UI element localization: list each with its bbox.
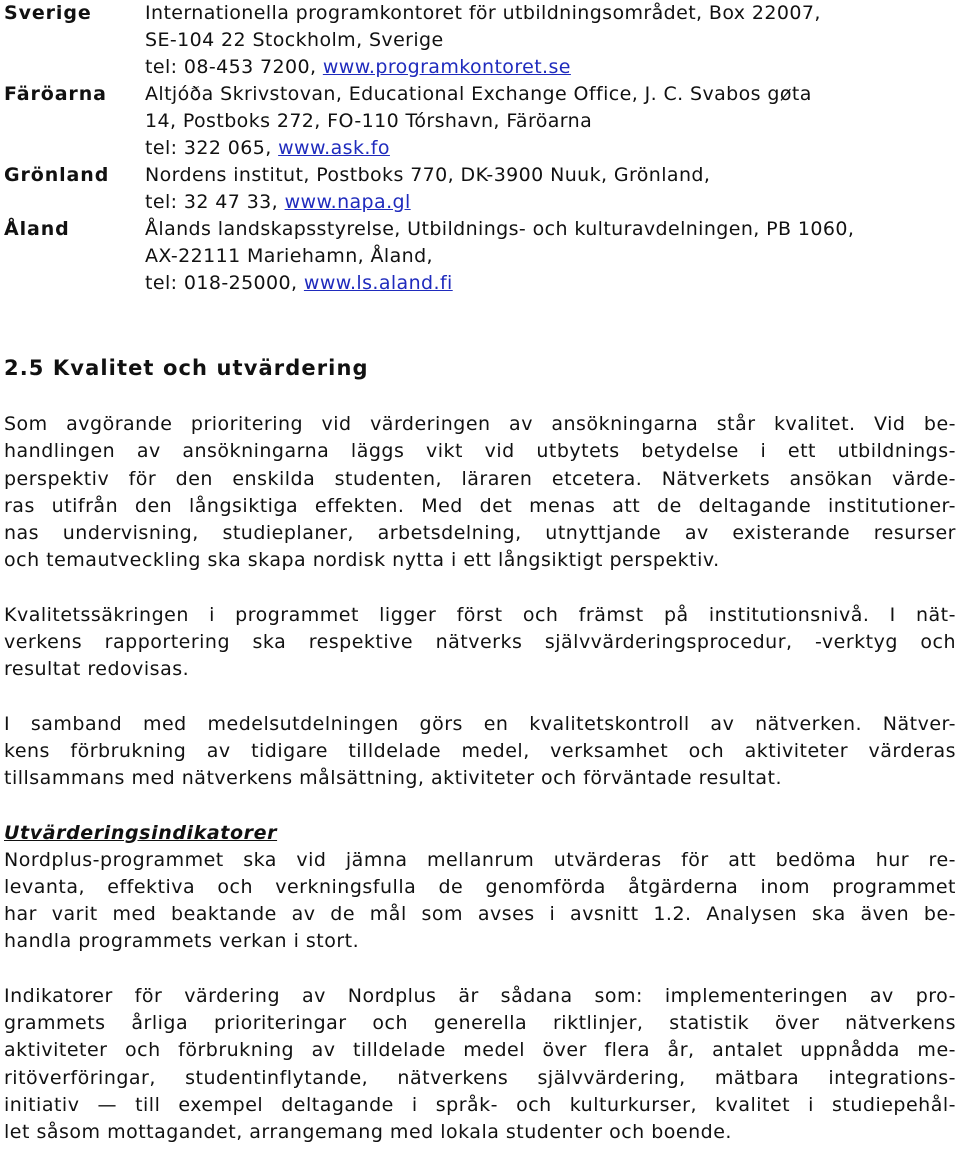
paragraph-line: let såsom mottagandet, arrangemang med lokala studenter och boende. bbox=[4, 1121, 732, 1144]
main-section bbox=[4, 354, 956, 1174]
phone-text: tel: 018-25000, bbox=[145, 272, 304, 294]
paragraph-line: initiativ — till exempel deltagande i språk- och kulturkurser, kvalitet i studiepehål- bbox=[4, 1093, 956, 1116]
country-label: Färöarna bbox=[4, 83, 107, 105]
address-line: Internationella programkontoret för utbildningsområdet, Box 22007, bbox=[145, 2, 821, 24]
phone-text: tel: 32 47 33, bbox=[145, 191, 285, 213]
contact-sverige bbox=[4, 0, 960, 81]
paragraph-line: ras utifrån den långsiktiga effekten. Med det menas att de deltagande institutioner- bbox=[4, 494, 956, 517]
phone-text: tel: 08-453 7200, bbox=[145, 56, 323, 78]
paragraph-line: Indikatorer för värdering av Nordplus är sådana som: implementeringen av pro- bbox=[4, 984, 956, 1007]
paragraph-line: grammets årliga prioriteringar och generella riktlinjer, statistik över nätverkens bbox=[4, 1012, 956, 1035]
paragraph-line: tillsammans med nätverkens målsättning, aktiviteter och förväntade resultat. bbox=[4, 767, 783, 790]
paragraph bbox=[4, 711, 956, 793]
paragraph-line: resultat redovisas. bbox=[4, 658, 190, 681]
country-label: Grönland bbox=[4, 164, 110, 186]
address-line: SE-104 22 Stockholm, Sverige bbox=[145, 29, 444, 51]
paragraph-line: kens förbrukning av tidigare tilldelade medel, verksamhet och aktiviteter värderas bbox=[4, 739, 956, 762]
contact-faroarna bbox=[4, 81, 960, 162]
paragraph-line: perspektiv för den enskilda studenten, läraren etcetera. Nätverkets ansökan värde- bbox=[4, 467, 956, 490]
address-line: Nordens institut, Postboks 770, DK-3900 Nuuk, Grönland, bbox=[145, 164, 711, 186]
paragraph-line: och temautveckling ska skapa nordisk nytta i ett långsiktigt perspektiv. bbox=[4, 549, 720, 572]
phone-line bbox=[145, 270, 960, 297]
website-link[interactable]: www.napa.gl bbox=[284, 191, 411, 213]
paragraph-line: verkens rapportering ska respektive nätverks självvärderingsprocedur, -verktyg och bbox=[4, 631, 956, 654]
paragraph bbox=[4, 847, 956, 956]
paragraph-line: nas undervisning, studieplaner, arbetsdelning, utnyttjande av existerande resurser bbox=[4, 522, 956, 545]
paragraph-line: Kvalitetssäkringen i programmet ligger först och främst på institutionsnivå. I nät- bbox=[4, 603, 956, 626]
address-line: Ålands landskapsstyrelse, Utbildnings- och kulturavdelningen, PB 1060, bbox=[145, 218, 855, 240]
phone-line bbox=[145, 54, 960, 81]
paragraph-line: handla programmets verkan i stort. bbox=[4, 930, 360, 953]
paragraph-line: Som avgörande prioritering vid värderingen av ansökningarna står kvalitet. Vid be- bbox=[4, 413, 956, 435]
paragraph bbox=[4, 983, 956, 1147]
paragraph-line: har varit med beaktande av de mål som avses i avsnitt 1.2. Analysen ska även be- bbox=[4, 903, 956, 926]
address-line: 14, Postboks 272, FO-110 Tórshavn, Färöarna bbox=[145, 110, 593, 132]
phone-text: tel: 322 065, bbox=[145, 137, 279, 159]
paragraph-line: Nordplus-programmet ska vid jämna mellanrum utvärderas för att bedöma hur re- bbox=[4, 848, 956, 871]
paragraph-line: handlingen av ansökningarna läggs vikt vid utbytets betydelse i ett utbildnings- bbox=[4, 440, 956, 463]
country-label: Åland bbox=[4, 218, 70, 240]
address-line: AX-22111 Mariehamn, Åland, bbox=[145, 245, 433, 267]
paragraph bbox=[4, 602, 956, 684]
contact-aland bbox=[4, 216, 960, 297]
paragraph-line: aktiviteter och förbrukning av tilldelade medel över flera år, antalet uppnådda me- bbox=[4, 1039, 956, 1062]
paragraph bbox=[4, 411, 956, 575]
address-line: Altjóða Skrivstovan, Educational Exchange Office, J. C. Svabos gøta bbox=[145, 83, 812, 105]
phone-line bbox=[145, 135, 960, 162]
phone-line bbox=[145, 189, 960, 216]
website-link[interactable]: www.ask.fo bbox=[278, 137, 390, 159]
website-link[interactable]: www.ls.aland.fi bbox=[303, 272, 453, 294]
website-link[interactable]: www.programkontoret.se bbox=[322, 56, 571, 78]
paragraph-line: ritöverföringar, studentinflytande, nätverkens självvärdering, mätbara integrations- bbox=[4, 1066, 956, 1089]
subsection-heading: Utvärderingsindikatorer bbox=[4, 821, 278, 844]
contact-list bbox=[4, 0, 960, 297]
section-heading: 2.5 Kvalitet och utvärdering bbox=[4, 356, 369, 380]
paragraph-line: levanta, effektiva och verkningsfulla de genomförda åtgärderna inom programmet bbox=[4, 875, 956, 898]
contact-gronland bbox=[4, 162, 960, 216]
country-label: Sverige bbox=[4, 2, 92, 24]
paragraph-line: I samband med medelsutdelningen görs en kvalitetskontroll av nätverken. Nätver- bbox=[4, 712, 956, 735]
